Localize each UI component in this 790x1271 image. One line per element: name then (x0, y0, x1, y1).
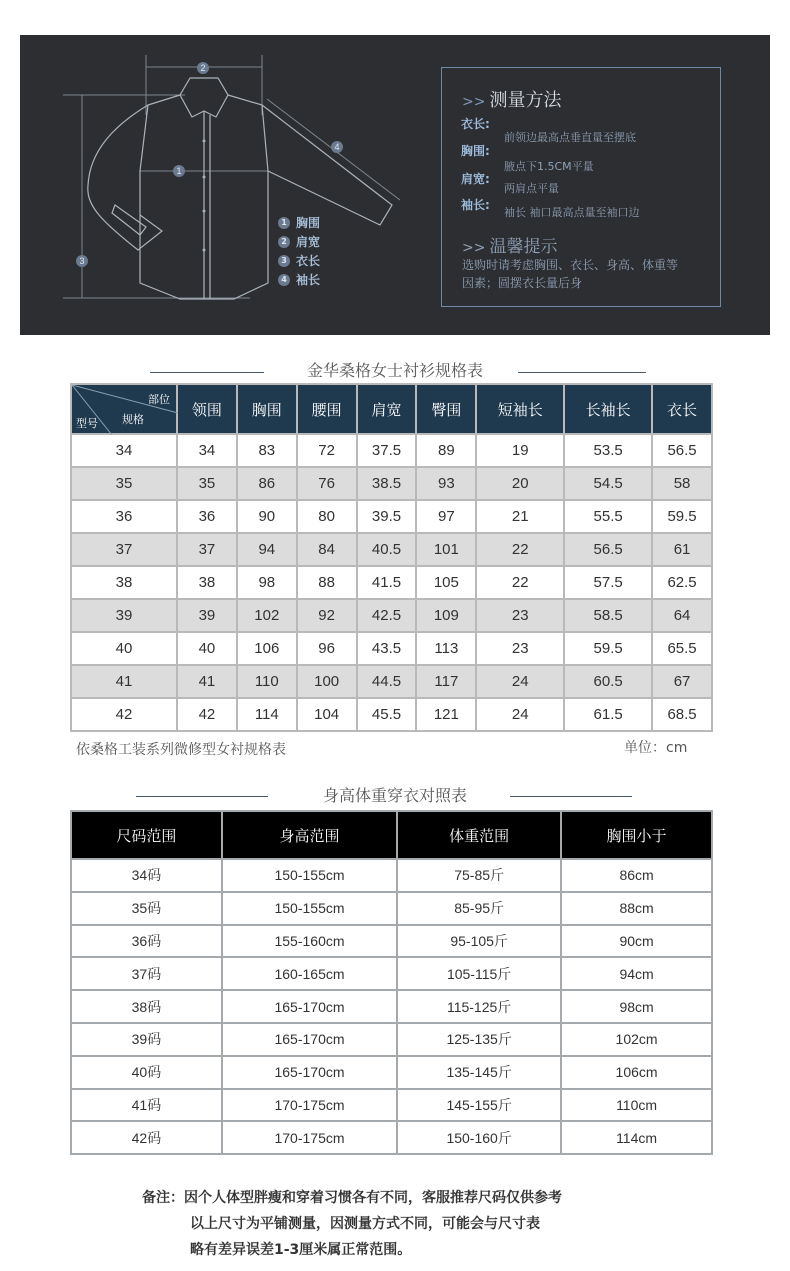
table-cell: 34 (177, 434, 237, 467)
table-row (71, 632, 712, 665)
table-cell: 23 (476, 632, 564, 665)
shirt-diagram (20, 35, 440, 335)
table-cell: 165-170cm (222, 1056, 397, 1089)
table-cell: 19 (476, 434, 564, 467)
table-cell: 150-155cm (222, 892, 397, 925)
svg-text:2: 2 (200, 63, 206, 73)
col-header: 臀围 (416, 384, 476, 434)
table-cell: 24 (476, 665, 564, 698)
table-cell: 56.5 (652, 434, 712, 467)
table-cell: 102 (237, 599, 297, 632)
legend-number: 1 (278, 217, 290, 229)
table-cell: 96 (297, 632, 357, 665)
table-cell: 98 (237, 566, 297, 599)
table-cell: 23 (476, 599, 564, 632)
spec-table (70, 383, 713, 732)
table-cell: 106 (237, 632, 297, 665)
table-cell: 89 (416, 434, 476, 467)
table-cell: 55.5 (564, 500, 652, 533)
table-cell: 37 (177, 533, 237, 566)
col-header: 长袖长 (564, 384, 652, 434)
table-cell: 145-155斤 (397, 1089, 561, 1122)
table-cell: 36 (71, 500, 177, 533)
table-cell: 39 (71, 599, 177, 632)
table-row (71, 434, 712, 467)
col-header: 领围 (177, 384, 237, 434)
table-cell: 38 (177, 566, 237, 599)
legend-label: 肩宽 (296, 235, 321, 249)
table-cell: 165-170cm (222, 990, 397, 1023)
svg-text:1: 1 (176, 166, 182, 176)
table-cell: 104 (297, 698, 357, 731)
table-cell: 150-160斤 (397, 1121, 561, 1154)
table-cell: 155-160cm (222, 925, 397, 958)
method-text: 袖长 袖口最高点量至袖口边 (504, 206, 640, 219)
measurement-method-box (441, 67, 721, 307)
col-header: 短袖长 (476, 384, 564, 434)
table-cell: 165-170cm (222, 1023, 397, 1056)
table-cell: 95-105斤 (397, 925, 561, 958)
table-cell: 21 (476, 500, 564, 533)
col-header: 胸围小于 (561, 811, 712, 859)
corner-header: 部位 规格 型号 (71, 384, 177, 434)
legend-item (278, 232, 320, 251)
table-cell: 41.5 (357, 566, 417, 599)
table-cell: 37码 (71, 957, 222, 990)
table-cell: 86cm (561, 859, 712, 892)
method-label: 肩宽: (461, 172, 490, 186)
table-row (71, 1056, 712, 1089)
table-cell: 42 (177, 698, 237, 731)
table-row (71, 665, 712, 698)
fit-table-body (71, 859, 712, 1154)
note-label: 备注： (142, 1190, 184, 1206)
table-cell: 41 (177, 665, 237, 698)
table-cell: 37.5 (357, 434, 417, 467)
table-cell: 42 (71, 698, 177, 731)
table-cell: 102cm (561, 1023, 712, 1056)
table-cell: 80 (297, 500, 357, 533)
table-cell: 37 (71, 533, 177, 566)
table-cell: 59.5 (564, 632, 652, 665)
table-cell: 58 (652, 467, 712, 500)
table-cell: 121 (416, 698, 476, 731)
table-cell: 75-85斤 (397, 859, 561, 892)
table-cell: 20 (476, 467, 564, 500)
table-cell: 40码 (71, 1056, 222, 1089)
table-cell: 22 (476, 566, 564, 599)
table-cell: 85-95斤 (397, 892, 561, 925)
table-cell: 60.5 (564, 665, 652, 698)
table-cell: 84 (297, 533, 357, 566)
legend-label: 衣长 (296, 254, 321, 268)
table-cell: 35码 (71, 892, 222, 925)
legend-item (278, 213, 320, 232)
table-cell: 39码 (71, 1023, 222, 1056)
table-cell: 36 (177, 500, 237, 533)
col-header: 身高范围 (222, 811, 397, 859)
legend-label: 袖长 (296, 273, 321, 287)
table-cell: 36码 (71, 925, 222, 958)
table-cell: 86 (237, 467, 297, 500)
fit-header-row (71, 811, 712, 859)
table-cell: 59.5 (652, 500, 712, 533)
table-cell: 105-115斤 (397, 957, 561, 990)
table-cell: 38.5 (357, 467, 417, 500)
table-cell: 88cm (561, 892, 712, 925)
table-cell: 38码 (71, 990, 222, 1023)
table-cell: 94 (237, 533, 297, 566)
table-cell: 39 (177, 599, 237, 632)
table-row (71, 698, 712, 731)
table-cell: 115-125斤 (397, 990, 561, 1023)
table-cell: 57.5 (564, 566, 652, 599)
spec-table-body (71, 434, 712, 731)
note (142, 1185, 562, 1263)
table-cell: 100 (297, 665, 357, 698)
arrows-icon: >> (462, 94, 486, 110)
table-row (71, 566, 712, 599)
table-cell: 105 (416, 566, 476, 599)
table-cell: 125-135斤 (397, 1023, 561, 1056)
tip-title: >> 温馨提示 (462, 237, 558, 257)
table-cell: 72 (297, 434, 357, 467)
table-row (71, 533, 712, 566)
note-line: 略有差异误差1-3厘米属正常范围。 (190, 1242, 412, 1258)
table-cell: 24 (476, 698, 564, 731)
table-row (71, 1089, 712, 1122)
table-row (71, 990, 712, 1023)
table-cell: 41码 (71, 1089, 222, 1122)
table-row (71, 1023, 712, 1056)
legend-number: 4 (278, 274, 290, 286)
table-row (71, 467, 712, 500)
method-label: 衣长: (461, 117, 490, 131)
table-cell: 88 (297, 566, 357, 599)
legend-label: 胸围 (296, 216, 321, 230)
unit-label: 单位：cm (624, 740, 688, 756)
table-cell: 62.5 (652, 566, 712, 599)
table-cell: 41 (71, 665, 177, 698)
col-header: 衣长 (652, 384, 712, 434)
table-cell: 40.5 (357, 533, 417, 566)
method-text: 腋点下1.5CM平量 (504, 160, 594, 173)
table-cell: 93 (416, 467, 476, 500)
divider (510, 796, 632, 797)
table-cell: 54.5 (564, 467, 652, 500)
table-cell: 109 (416, 599, 476, 632)
table-cell: 42.5 (357, 599, 417, 632)
table-cell: 101 (416, 533, 476, 566)
table-cell: 98cm (561, 990, 712, 1023)
table-cell: 90cm (561, 925, 712, 958)
table-cell: 106cm (561, 1056, 712, 1089)
table-cell: 110 (237, 665, 297, 698)
table-cell: 40 (71, 632, 177, 665)
svg-text:4: 4 (334, 142, 340, 152)
table-cell: 35 (177, 467, 237, 500)
table-cell: 135-145斤 (397, 1056, 561, 1089)
table-cell: 34 (71, 434, 177, 467)
table-cell: 64 (652, 599, 712, 632)
svg-text:3: 3 (79, 256, 85, 266)
table-row (71, 925, 712, 958)
table-row (71, 500, 712, 533)
col-header: 体重范围 (397, 811, 561, 859)
table-cell: 43.5 (357, 632, 417, 665)
spec-header-row (71, 384, 712, 434)
table-cell: 34码 (71, 859, 222, 892)
table-cell: 114 (237, 698, 297, 731)
table-cell: 90 (237, 500, 297, 533)
measurement-panel (20, 35, 770, 335)
table-cell: 76 (297, 467, 357, 500)
table-cell: 97 (416, 500, 476, 533)
table-cell: 40 (177, 632, 237, 665)
table-cell: 58.5 (564, 599, 652, 632)
fit-table (70, 810, 713, 1155)
method-title: >> 测量方法 (462, 90, 562, 111)
spec-table-title: 金华桑格女士衬衫规格表 (306, 361, 483, 380)
method-text: 两肩点平量 (504, 182, 559, 195)
table-cell: 117 (416, 665, 476, 698)
table-cell: 42码 (71, 1121, 222, 1154)
table-cell: 94cm (561, 957, 712, 990)
tip-line: 选购时请考虑胸围、衣长、身高、体重等 (462, 258, 679, 272)
table-cell: 65.5 (652, 632, 712, 665)
table-cell: 113 (416, 632, 476, 665)
legend-item (278, 270, 320, 289)
table-cell: 44.5 (357, 665, 417, 698)
method-label: 胸围: (461, 144, 490, 158)
table-cell: 92 (297, 599, 357, 632)
col-header: 尺码范围 (71, 811, 222, 859)
method-label: 袖长: (461, 198, 490, 212)
table-cell: 45.5 (357, 698, 417, 731)
method-text: 前领边最高点垂直量至摆底 (504, 131, 636, 144)
col-header: 肩宽 (357, 384, 417, 434)
table-cell: 39.5 (357, 500, 417, 533)
table-cell: 61 (652, 533, 712, 566)
table-row (71, 859, 712, 892)
table-cell: 160-165cm (222, 957, 397, 990)
table-row (71, 892, 712, 925)
table-cell: 114cm (561, 1121, 712, 1154)
table-cell: 53.5 (564, 434, 652, 467)
table-cell: 170-175cm (222, 1121, 397, 1154)
tip-line: 因素；圆摆衣长量后身 (462, 276, 583, 290)
divider (518, 372, 646, 373)
legend-item (278, 251, 320, 270)
note-line: 因个人体型胖瘦和穿着习惯各有不同，客服推荐尺码仅供参考 (184, 1190, 562, 1206)
table-row (71, 957, 712, 990)
table-cell: 110cm (561, 1089, 712, 1122)
fit-table-title: 身高体重穿衣对照表 (322, 786, 467, 805)
table-cell: 150-155cm (222, 859, 397, 892)
table-cell: 68.5 (652, 698, 712, 731)
table-cell: 38 (71, 566, 177, 599)
col-header: 腰围 (297, 384, 357, 434)
table-cell: 22 (476, 533, 564, 566)
col-header: 胸围 (237, 384, 297, 434)
table-cell: 83 (237, 434, 297, 467)
note-line: 以上尺寸为平铺测量，因测量方式不同，可能会与尺寸表 (190, 1216, 540, 1232)
legend-number: 2 (278, 236, 290, 248)
table-cell: 56.5 (564, 533, 652, 566)
table-cell: 67 (652, 665, 712, 698)
table-cell: 35 (71, 467, 177, 500)
table-cell: 61.5 (564, 698, 652, 731)
spec-caption: 依桑格工装系列微修型女衬规格表 (76, 742, 286, 758)
table-row (71, 599, 712, 632)
table-cell: 170-175cm (222, 1089, 397, 1122)
legend-number: 3 (278, 255, 290, 267)
table-row (71, 1121, 712, 1154)
measurement-legend (278, 213, 320, 289)
